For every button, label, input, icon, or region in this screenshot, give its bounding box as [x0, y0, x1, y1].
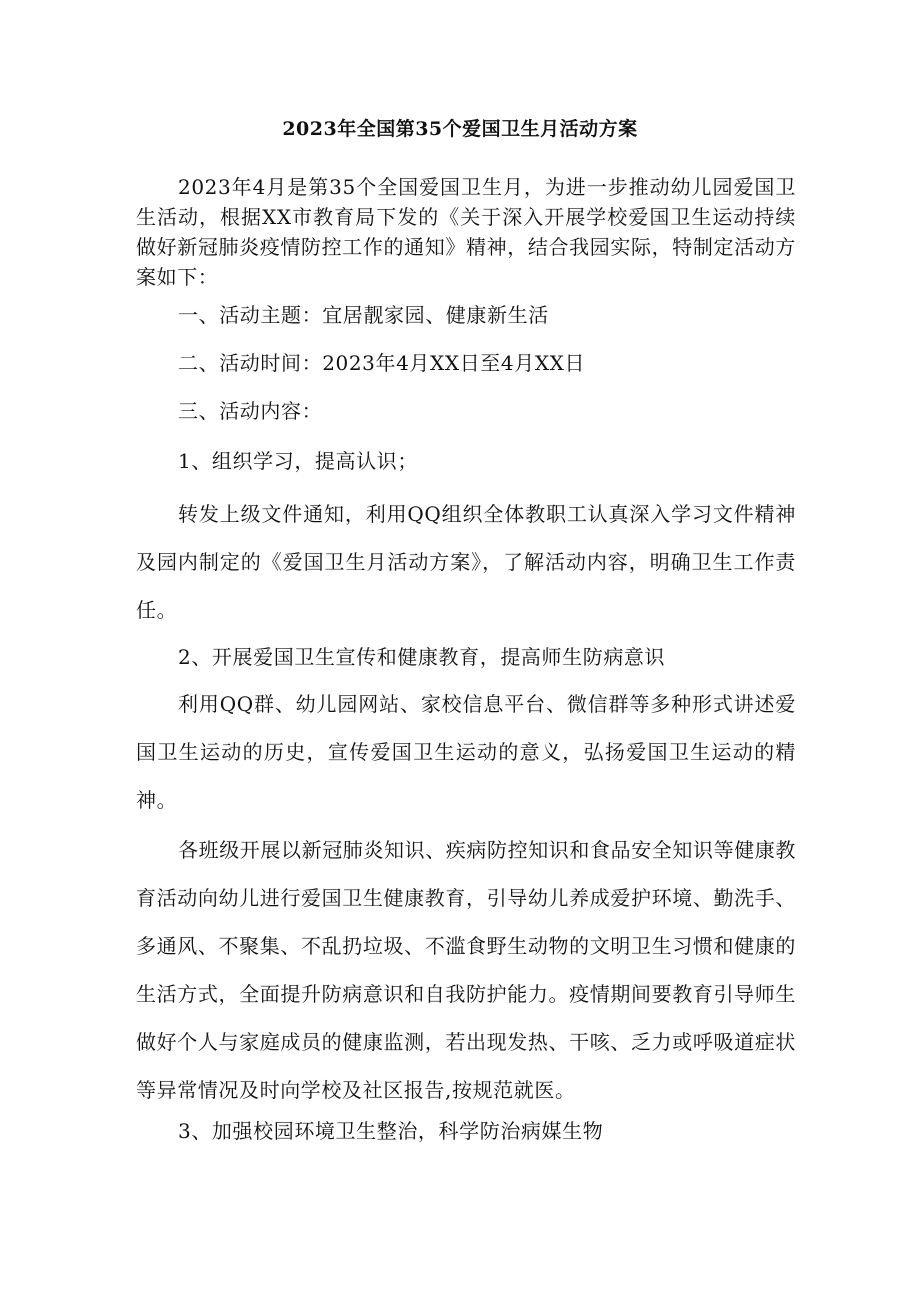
- section-time: 二、活动时间：2023年4月XX日至4月XX日: [178, 351, 586, 375]
- item-2-heading: 2、开展爱国卫生宣传和健康教育，提高师生防病意识: [178, 645, 666, 669]
- item-1-body: 转发上级文件通知，利用QQ组织全体教职工认真深入学习文件精神及园内制定的《爱国卫生月活动方案》，了解活动内容，明确卫生工作责任。: [136, 502, 796, 622]
- intro-paragraph: 2023年4月是第35个全国爱国卫生月，为进一步推动幼儿园爱国卫生活动，根据XX市教育局下发的《关于深入开展学校爱国卫生运动持续做好新冠肺炎疫情防控工作的通知》精神，结合我园实际，特制定活动方案如下：: [136, 175, 796, 289]
- item-3-heading: 3、加强校园环境卫生整治，科学防治病媒生物: [178, 1119, 604, 1143]
- document-title: 2023年全国第35个爱国卫生月活动方案: [282, 118, 638, 140]
- item-1-heading: 1、组织学习，提高认识；: [178, 449, 418, 473]
- section-theme: 一、活动主题：宜居靓家园、健康新生活: [178, 303, 549, 327]
- item-2-body-classes: 各班级开展以新冠肺炎知识、疾病防控知识和食品安全知识等健康教育活动向幼儿进行爱国卫生健康教育，引导幼儿养成爱护环境、勤洗手、多通风、不聚集、不乱扔垃圾、不滥食野生动物的文明卫生习惯和健康的生活方式，全面提升防病意识和自我防护能力。疫情期间要教育引导师生做好个人与家庭成员的健康监测，若出现发热、干咳、乏力或呼吸道症状等异常情况及时向学校及社区报告,按规范就医。: [136, 838, 796, 1102]
- section-content-heading: 三、活动内容：: [178, 399, 323, 423]
- item-2-body-publicity: 利用QQ群、幼儿园网站、家校信息平台、微信群等多种形式讲述爱国卫生运动的历史，宣传爱国卫生运动的意义，弘扬爱国卫生运动的精神。: [136, 692, 796, 812]
